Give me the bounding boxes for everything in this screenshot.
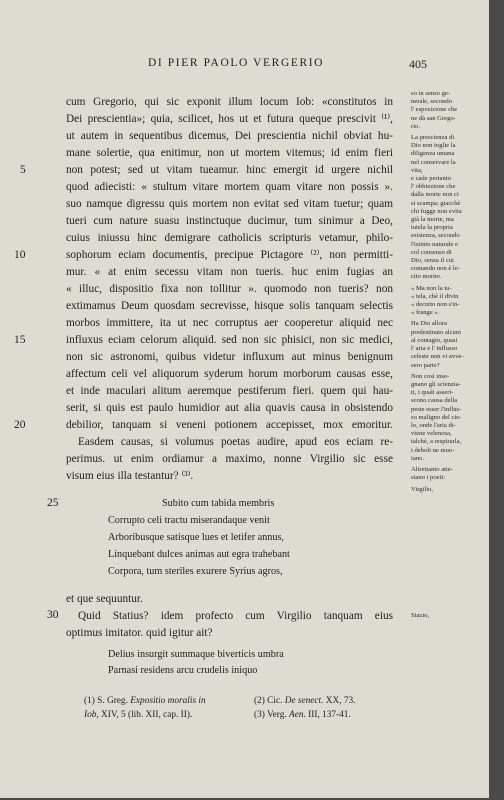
margin-line: scono causa della <box>411 397 458 405</box>
margin-line: sero parte? <box>411 361 440 369</box>
margin-line: cito morire. <box>411 273 442 281</box>
margin-line: e cade pertanto <box>411 175 451 183</box>
footnote-ref: (2) Cic. <box>254 696 283 706</box>
margin-line: comando non è le- <box>411 265 460 273</box>
body-line: non potest; sed ut vitam tueamur. hinc emergit id urgere nichil <box>66 164 393 176</box>
margin-line: « tela, chè il divin <box>411 292 459 300</box>
margin-line: diligenza umana <box>411 150 455 158</box>
margin-line: La prescienza di <box>411 134 455 142</box>
margin-line: Virgilio, <box>411 486 434 494</box>
footnote-citation: , XIV, 5 (lib. XII, cap. II). <box>96 710 193 720</box>
margin-line: celeste non vi avve- <box>411 353 464 361</box>
line-number: 30 <box>47 609 59 621</box>
margin-line: l' aria e l' influsso <box>411 345 458 353</box>
line-number: 15 <box>14 334 26 346</box>
margin-line: Dio, senza il cui <box>411 257 454 265</box>
margin-line: i deboli ne muo- <box>411 446 455 454</box>
body-line: cuius iniussu hinc demigrare catholicis scripturis vetamur, philo- <box>66 232 393 244</box>
footnote-citation: XX, 73. <box>323 696 356 706</box>
margin-line: Non così inse- <box>411 372 450 380</box>
body-line: sophorum eciam documentis, precipue Pictagore ⁽²⁾, non permitti- <box>66 249 393 261</box>
body-line: perimus. ut enim ordiamur a maximo, nonne Virgilio sic esse <box>66 453 393 465</box>
verse-line: Corpora, tum steriles exurere Syrius agros, <box>108 566 283 577</box>
body-line: mane solertie, qua enitimur, non ut mortem vitemus; id enim fieri <box>66 147 393 159</box>
margin-line: Ha Dio allora <box>411 320 447 328</box>
margin-line: tutela la propria <box>411 224 453 232</box>
footnote-title: Aen. <box>289 710 306 720</box>
margin-line: rio. <box>411 122 420 130</box>
body-line: affectum celi vel aliquorum syderum horum morborum causas esse, <box>66 368 393 380</box>
margin-line: ne dà san Grego- <box>411 114 456 122</box>
footnote-ref: (1) S. Greg. <box>84 696 128 706</box>
margin-line: Dio non toglie la <box>411 142 456 150</box>
body-line: mur. « at enim secessu vitam non tueris. huc enim fugias an <box>66 266 393 278</box>
footnote-citation: III, 137-41. <box>305 710 351 720</box>
verse-line: Delius insurgit summaque biverticis umbra <box>108 649 284 660</box>
margin-line: « frange ». <box>411 309 440 317</box>
margin-line: l' esposizione che <box>411 106 458 114</box>
body-line: et que sequuntur. <box>66 593 143 605</box>
body-line: suo namque digressu quis mortem non evitat sed vitam tuetur; quam <box>66 198 393 210</box>
body-line: visum eius illa testantur? ⁽³⁾. <box>66 470 194 482</box>
margin-line: esistenza, secondo <box>411 232 460 240</box>
footnote-3 <box>254 709 351 722</box>
footnote-title: Iob <box>84 710 97 720</box>
margin-line: col consenso di <box>411 248 452 256</box>
body-line: optimus imitator. quid igitur ait? <box>66 627 213 639</box>
margin-line: « decreto non s'in- <box>411 301 460 309</box>
margin-summary <box>411 90 487 495</box>
body-line: debilior, tanquam si veneni potionem accepisset, mox emoritur. <box>66 419 393 431</box>
margin-line: ti, i quali asseri- <box>411 389 454 397</box>
margin-line: nel conservare la <box>411 158 456 166</box>
margin-line: predestinato alcuni <box>411 328 461 336</box>
body-line: Easdem causas, si volumus poetas audire, apud eos eciam re- <box>78 436 393 448</box>
footnote-ref: (3) Verg. <box>254 710 287 720</box>
margin-line: Stazio, <box>411 612 430 619</box>
margin-summary-statius <box>411 612 487 620</box>
body-line: et inde maculari alitum aeremque pestiferum fieri. quem qui hau- <box>66 385 393 397</box>
footnote-2 <box>254 695 355 708</box>
body-line: tueri cum nature suasu instinctuque ducimur, tum sinimur a Deo, <box>66 215 393 227</box>
margin-line: già la morte, ma <box>411 216 454 224</box>
verse-line: Parnasi residens arcu crudelis iniquo <box>108 665 258 676</box>
margin-line: si scampa; giacchè <box>411 199 461 207</box>
body-line: Dei prescientia»; quia, scilicet, hos ut et futura queque prescivit ⁽¹⁾, <box>66 113 393 125</box>
line-number: 25 <box>47 497 59 509</box>
running-title: DI PIER PAOLO VERGERIO <box>148 57 325 69</box>
verse-line: Arboribusque satisque lues et letifer annus, <box>108 532 284 543</box>
body-line: « illuc, dispositio fixa non tollitur ». quomodo non tueris? non <box>66 283 393 295</box>
body-line: serit, si quis est paulo humidior aut alia quavis causa in obsistendo <box>66 402 393 414</box>
margin-line: vita, <box>411 166 423 174</box>
margin-line: talchè, a respirarla, <box>411 438 462 446</box>
margin-line: peste esser l'influs- <box>411 405 462 413</box>
margin-line: chi fugge non evita <box>411 207 462 215</box>
verse-line: Subito cum tabida membris <box>162 498 275 509</box>
margin-line: iano. <box>411 454 425 462</box>
margin-line: l'istinto naturale e <box>411 240 458 248</box>
margin-line: stano i poeti: <box>411 474 446 482</box>
body-line: ut autem in sequentibus dicemus, Dei prescientia nichil obviat hu- <box>66 130 393 142</box>
body-line: non sic astronomi, quibus videtur influxum aut minus benignum <box>66 351 393 363</box>
body-line: quod adiecisti: « stultum vitare mortem quam vitare non possis ». <box>66 181 393 193</box>
margin-line: so in senso ge- <box>411 90 451 97</box>
line-number: 10 <box>14 249 26 261</box>
running-head <box>0 57 489 71</box>
body-line: Quid Statius? idem profecto cum Virgilio tanquam eius <box>78 610 393 622</box>
margin-line: nerale, secondo <box>411 98 453 106</box>
margin-line: dalla morte non ci <box>411 191 459 199</box>
verse-line: Corrupto celi tractu miserandaque venit <box>108 515 270 526</box>
line-number: 20 <box>14 419 26 431</box>
margin-line: gnano gli scienzia- <box>411 380 461 388</box>
margin-line: viene velenosa, <box>411 430 452 438</box>
footnote-title: Expositio moralis in <box>130 696 206 706</box>
footnote-title: De senect. <box>284 696 324 706</box>
margin-line: lo, onde l'aria di- <box>411 421 456 429</box>
body-line: morbos immittere, ita ut nec corruptus aer cooperetur aliquid nec <box>66 317 393 329</box>
page-number: 405 <box>409 57 427 71</box>
footnote-1-cont <box>84 709 192 722</box>
margin-line: so maligno del cie- <box>411 413 462 421</box>
margin-line: al contagio, quasi <box>411 336 458 344</box>
margin-line: l' obbiezione che <box>411 183 456 191</box>
verse-line: Linquebant dulces animas aut egra trahebant <box>108 549 290 560</box>
margin-line: « Ma non la tu- <box>411 284 452 292</box>
margin-line: Altrettanto atte- <box>411 465 453 473</box>
body-line: influxus eciam celorum aliquid. sed non sic phisici, non sic medici, <box>66 334 393 346</box>
line-number: 5 <box>20 164 26 176</box>
footnote-1 <box>84 695 206 708</box>
body-line: cum Gregorio, qui sic exponit illum locum Iob: «constitutos in <box>66 96 393 108</box>
body-line: extimamus Deum quosdam secrevisse, hisque solis tanquam selectis <box>66 300 393 312</box>
